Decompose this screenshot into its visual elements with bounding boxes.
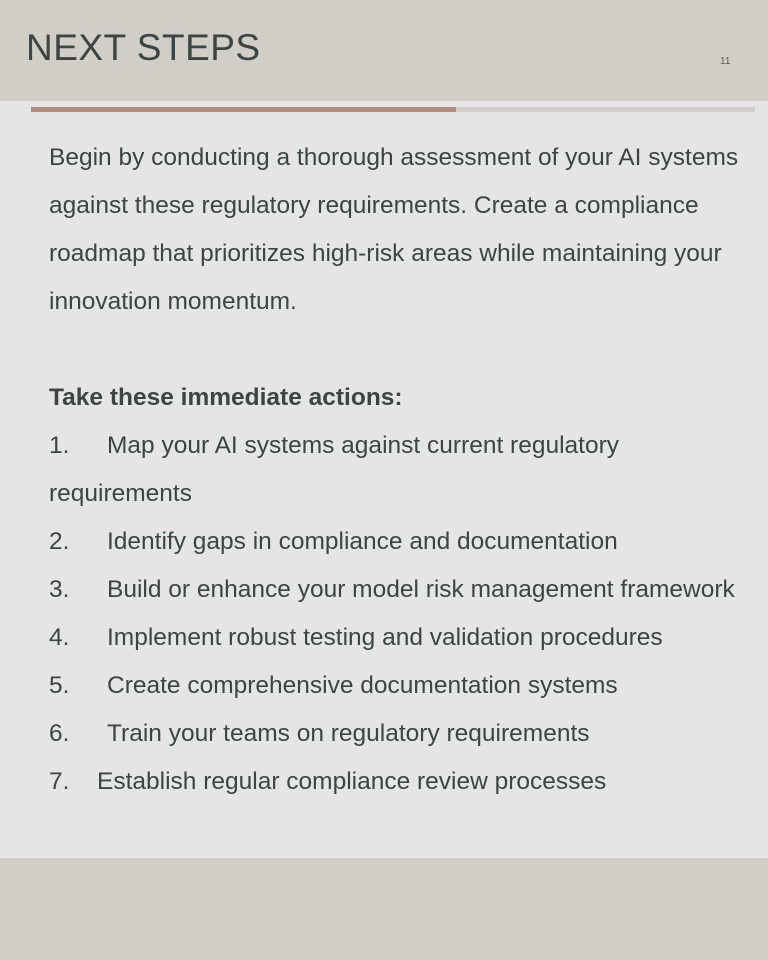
action-number: 2. <box>49 528 70 555</box>
body-text <box>49 134 739 806</box>
action-number: 6. <box>49 720 70 747</box>
action-number: 7. <box>49 768 70 795</box>
action-text: Implement robust testing and validation procedures <box>107 624 663 651</box>
page-number: 11 <box>720 56 731 67</box>
action-text: Establish regular compliance review processes <box>97 768 607 795</box>
slide-title: NEXT STEPS <box>26 27 261 68</box>
action-list <box>49 422 739 806</box>
paragraph-spacer <box>49 326 739 374</box>
action-item <box>49 710 739 758</box>
action-text: Create comprehensive documentation systems <box>107 672 618 699</box>
progress-bar-fill <box>31 107 456 112</box>
action-text: Map your AI systems against current regulatory requirements <box>49 432 619 507</box>
action-item <box>49 566 739 614</box>
action-item <box>49 422 739 518</box>
action-item <box>49 614 739 662</box>
action-text: Train your teams on regulatory requirements <box>107 720 590 747</box>
content-panel <box>0 101 768 858</box>
action-number: 4. <box>49 624 70 651</box>
progress-bar <box>31 107 755 112</box>
action-number: 3. <box>49 576 70 603</box>
action-number: 1. <box>49 432 70 459</box>
action-item <box>49 518 739 566</box>
action-text: Identify gaps in compliance and documentation <box>107 528 618 555</box>
slide-header <box>0 0 768 101</box>
action-number: 5. <box>49 672 70 699</box>
action-text: Build or enhance your model risk management framework <box>107 576 735 603</box>
actions-heading: Take these immediate actions: <box>49 384 403 411</box>
action-item <box>49 662 739 710</box>
intro-paragraph: Begin by conducting a thorough assessment of your AI systems against these regulatory requirements. Create a compliance roadmap that prioritizes high-risk areas while maintaining your innovation momentum. <box>49 144 739 315</box>
action-item <box>49 758 739 806</box>
